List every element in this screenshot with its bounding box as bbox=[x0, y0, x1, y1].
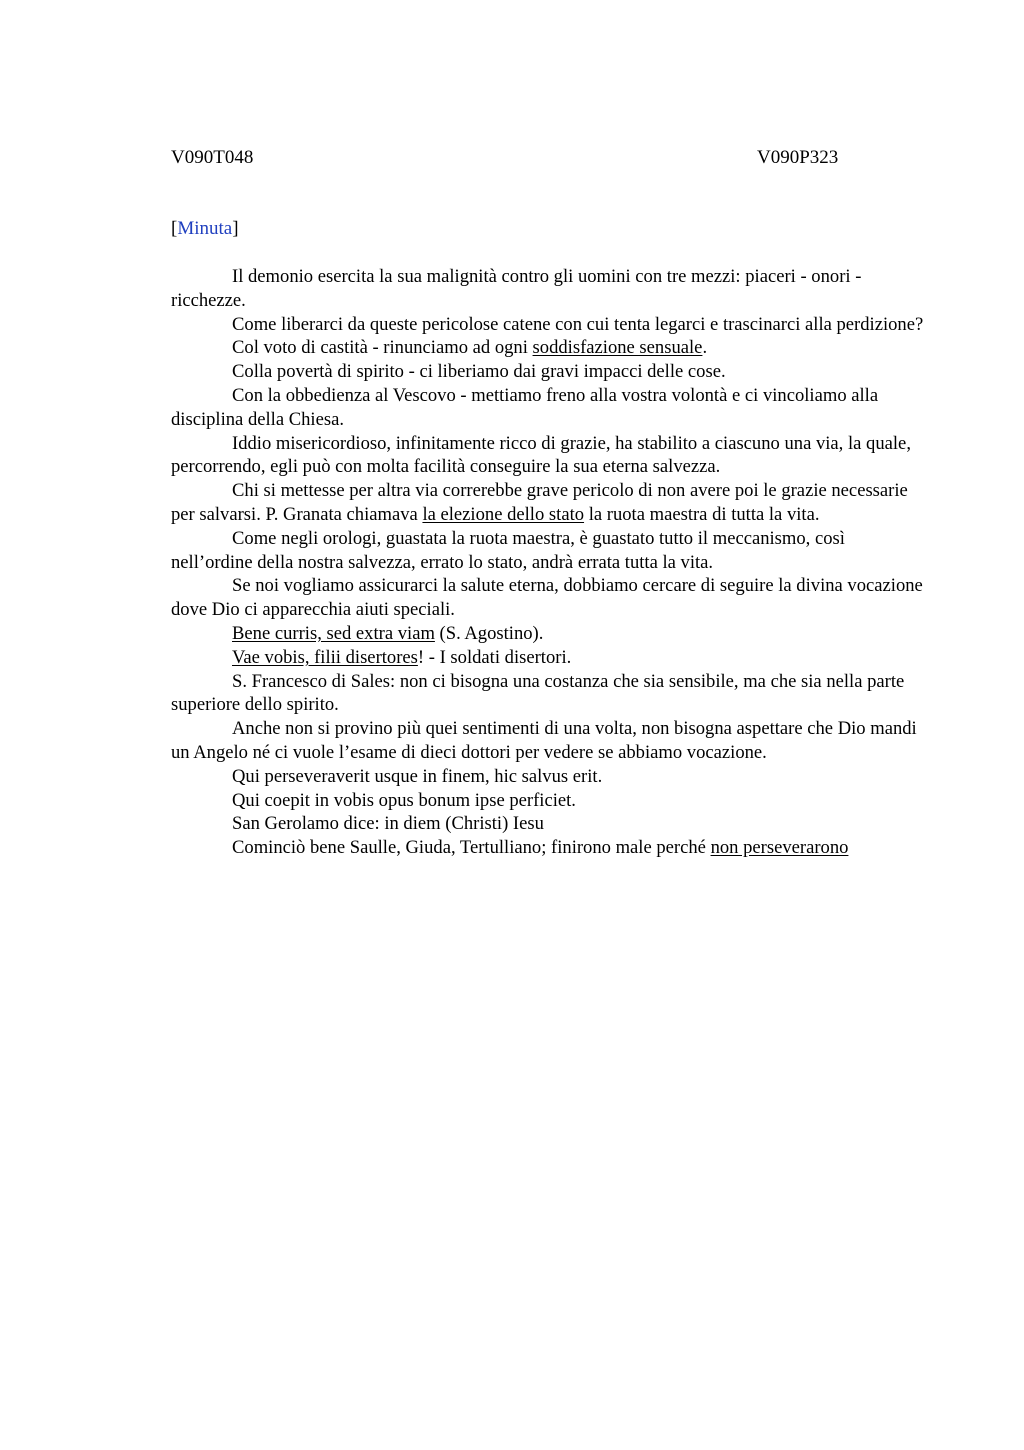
paragraph-2: Come liberarci da queste pericolose catene con cui tenta legarci e trascinarci alla perdizione? bbox=[232, 313, 924, 335]
body-text bbox=[171, 265, 931, 860]
paragraph-12: S. Francesco di Sales: non ci bisogna una costanza che sia sensibile, ma che sia nella parte superiore dello spirito. bbox=[171, 670, 905, 716]
document-id-right: V090P323 bbox=[757, 147, 839, 168]
underlined-phrase: Vae vobis, filii disertores bbox=[232, 646, 418, 668]
paragraph-1: Il demonio esercita la sua malignità contro gli uomini con tre mezzi: piaceri - onori - ricchezze. bbox=[171, 266, 862, 311]
minuta-link[interactable]: Minuta bbox=[177, 218, 233, 239]
label-open-bracket: [ bbox=[171, 218, 178, 239]
paragraph-7: Chi si mettesse per altra via correrebbe grave pericolo di non avere poi le grazie necessarie per salvarsi. P. Granata chiamava la elezione dello stato la ruota maestra di tutta la vita. bbox=[171, 480, 908, 525]
paragraph-9: Se noi vogliamo assicurarci la salute eterna, dobbiamo cercare di seguire la divina vocazione dove Dio ci apparecchia aiuti speciali. bbox=[171, 575, 923, 621]
paragraph-11: Vae vobis, filii disertores! - I soldati disertori. bbox=[232, 646, 572, 668]
paragraph-6: Iddio misericordioso, infinitamente ricco di grazie, ha stabilito a ciascuno una via, la quale, percorrendo, egli può con molta facilità conseguire la sua eterna salvezza. bbox=[171, 432, 911, 478]
paragraph-8: Come negli orologi, guastata la ruota maestra, è guastato tutto il meccanismo, così nell’ordine della nostra salvezza, errato lo stato, andrà errata tutta la vita. bbox=[171, 527, 845, 573]
paragraph-17: Cominciò bene Saulle, Giuda, Tertulliano; finirono male perché non perseverarono bbox=[232, 837, 849, 859]
label-close-bracket: ] bbox=[232, 218, 239, 239]
paragraph-13: Anche non si provino più quei sentimenti di una volta, non bisogna aspettare che Dio mandi un Angelo né ci vuole l’esame di dieci dottori per vedere se abbiamo vocazione. bbox=[171, 718, 917, 763]
underlined-phrase: la elezione dello stato bbox=[422, 503, 585, 525]
paragraph-16: San Gerolamo dice: in diem (Christi) Iesu bbox=[232, 813, 544, 835]
underlined-phrase: Bene curris, sed extra viam bbox=[232, 622, 435, 644]
paragraph-5: Con la obbedienza al Vescovo - mettiamo freno alla vostra volontà e ci vincoliamo alla disciplina della Chiesa. bbox=[171, 384, 879, 430]
paragraph-3: Col voto di castità - rinunciamo ad ogni soddisfazione sensuale. bbox=[232, 337, 708, 359]
underlined-phrase: non perseverarono bbox=[710, 837, 849, 859]
document-id-left: V090T048 bbox=[171, 147, 254, 168]
paragraph-15: Qui coepit in vobis opus bonum ipse perficiet. bbox=[232, 789, 576, 811]
paragraph-4: Colla povertà di spirito - ci liberiamo dai gravi impacci delle cose. bbox=[232, 361, 726, 383]
underlined-phrase: soddisfazione sensuale bbox=[532, 337, 703, 359]
paragraph-14: Qui perseveraverit usque in finem, hic salvus erit. bbox=[232, 765, 603, 787]
minuta-label bbox=[171, 217, 239, 241]
paragraph-10: Bene curris, sed extra viam (S. Agostino). bbox=[232, 622, 544, 644]
